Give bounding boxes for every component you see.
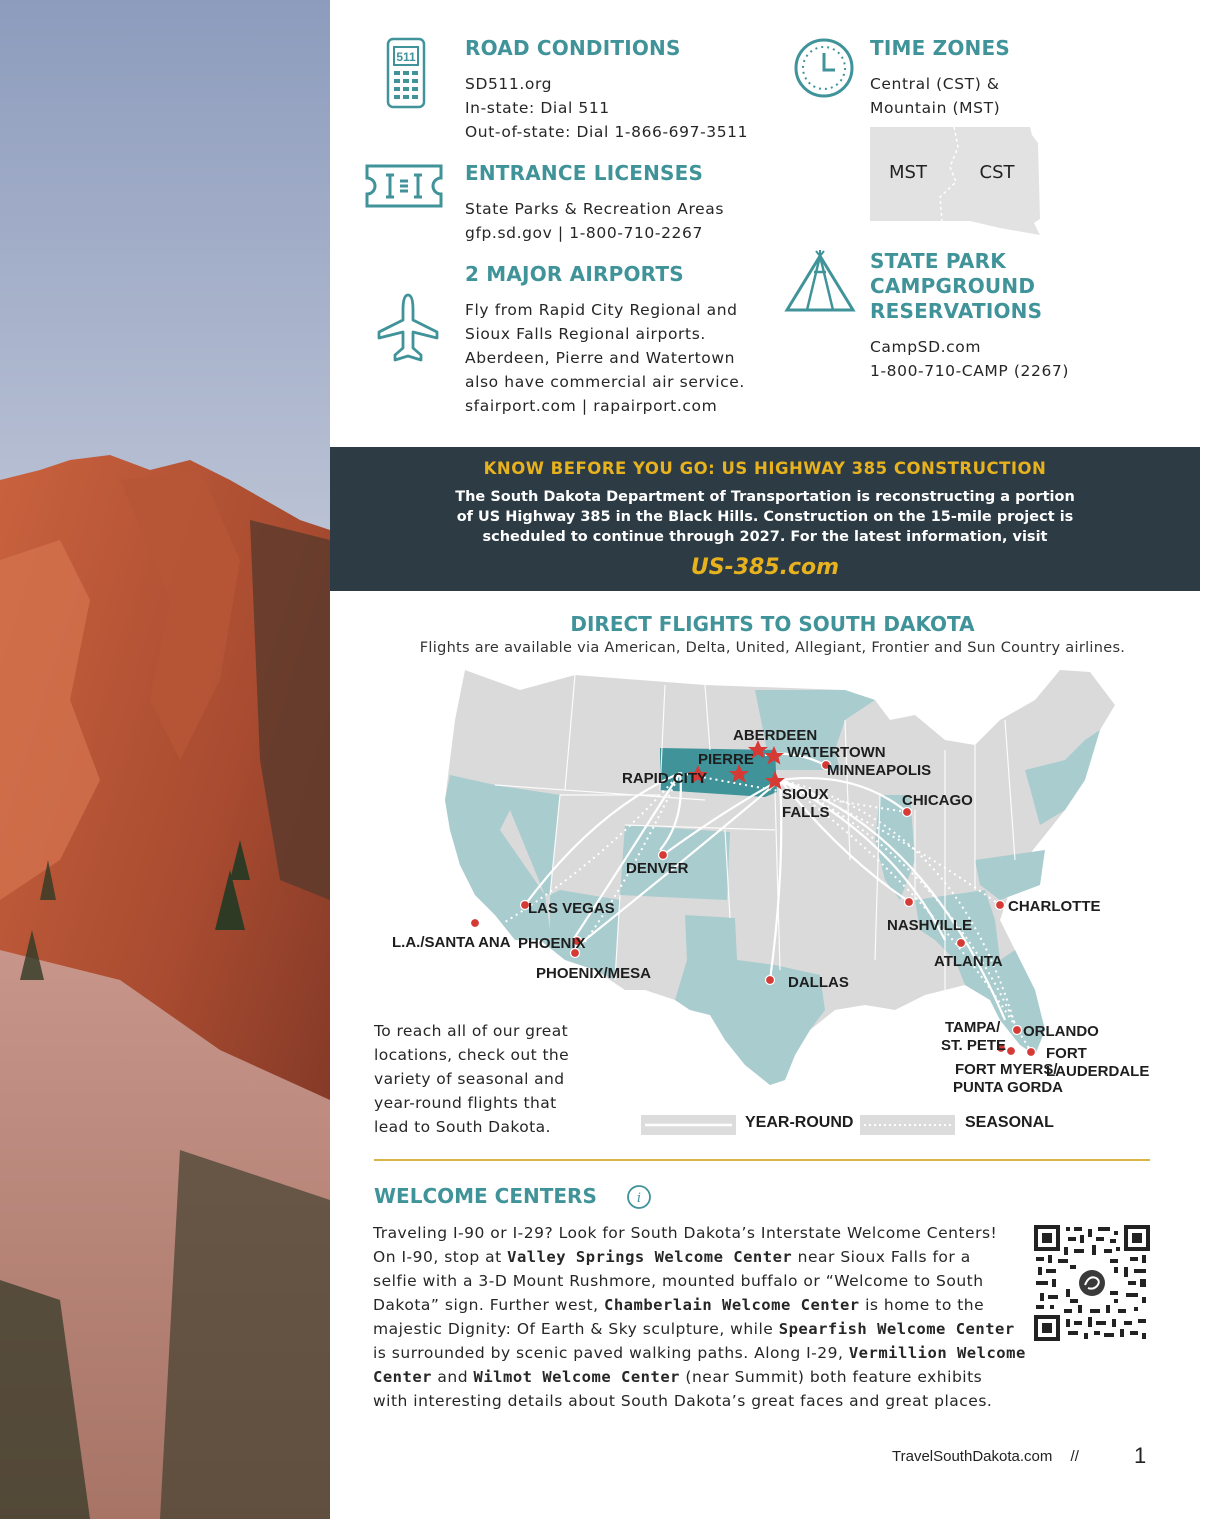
label-las-vegas: LAS VEGAS [528, 900, 615, 917]
footer-url[interactable] [892, 1448, 1079, 1465]
south-dakota-timezone-map [870, 127, 1042, 241]
label-nashville: NASHVILLE [887, 917, 973, 934]
label-tampa: TAMPA/ [945, 1019, 1001, 1036]
legend-seasonal-label: SEASONAL [965, 1114, 1054, 1131]
us-385-link[interactable]: US-385.com [690, 555, 840, 580]
entrance-licenses-line-2[interactable]: gfp.sd.gov | 1-800-710-2267 [465, 224, 703, 242]
ticket-icon [364, 163, 444, 213]
wc-vermillion: Vermillion Welcome [848, 1344, 1026, 1362]
reach-line-4: year-round flights that [374, 1094, 557, 1112]
wc-line-5 [373, 1317, 1026, 1341]
label-dallas: DALLAS [788, 974, 849, 991]
wc-spearfish: Spearfish Welcome Center [778, 1320, 1015, 1338]
wc-line-7 [373, 1365, 1026, 1389]
wc-line-4a: Dakota” sign. Further west, [373, 1296, 604, 1314]
label-lauderdale: LAUDERDALE [1046, 1063, 1150, 1080]
legend-year-round-label: YEAR-ROUND [745, 1114, 854, 1131]
banner-line-1: The South Dakota Department of Transportation is reconstructing a portion [455, 489, 1075, 505]
welcome-centers-title: WELCOME CENTERS [374, 1184, 597, 1208]
airports-line-2: Sioux Falls Regional airports. [465, 325, 706, 343]
entrance-licenses-line-1: State Parks & Recreation Areas [465, 200, 725, 218]
mst-label: MST [889, 162, 927, 183]
label-denver: DENVER [626, 860, 689, 877]
campground-title-line-1: STATE PARK [870, 249, 1006, 273]
label-punta-gorda: PUNTA GORDA [953, 1079, 1063, 1096]
label-fort-myers: FORT MYERS/ [955, 1061, 1058, 1078]
rock-formation-photo [0, 0, 330, 1519]
wc-chamberlain: Chamberlain Welcome Center [604, 1296, 860, 1314]
label-sioux: SIOUX [782, 786, 829, 803]
tent-icon [783, 252, 857, 318]
label-chicago: CHICAGO [902, 792, 973, 809]
footer-separator: // [1070, 1448, 1079, 1465]
label-la-santa-ana: L.A./SANTA ANA [392, 934, 511, 951]
banner-text [330, 487, 1200, 547]
highway-385-banner [330, 447, 1200, 591]
road-conditions-title: ROAD CONDITIONS [465, 36, 681, 60]
wc-wilmot: Wilmot Welcome Center [473, 1368, 680, 1386]
banner-line-2: of US Highway 385 in the Black Hills. Construction on the 15-mile project is [456, 509, 1074, 525]
wc-line-6 [373, 1341, 1026, 1365]
wc-line-1: Traveling I-90 or I-29? Look for South Dakota’s Interstate Welcome Centers! [373, 1224, 998, 1242]
page-number: 1 [1134, 1443, 1147, 1468]
wc-line-7b: and [432, 1368, 474, 1386]
wc-line-4c: is home to the [859, 1296, 985, 1314]
entrance-licenses-text [465, 197, 724, 245]
footer-site[interactable]: TravelSouthDakota.com [892, 1448, 1053, 1465]
road-conditions-instate: In-state: Dial 511 [465, 99, 610, 117]
road-conditions-text [465, 72, 748, 144]
wc-line-2c: near Sioux Falls for a [792, 1248, 971, 1266]
info-icon-glyph: i [636, 1191, 642, 1206]
reach-line-5: lead to South Dakota. [374, 1118, 551, 1136]
legend-year-round-swatch [641, 1115, 736, 1135]
time-zones-line-1: Central (CST) & [870, 75, 1000, 93]
airplane-icon [375, 292, 441, 368]
airports-line-4: also have commercial air service. [465, 373, 745, 391]
road-conditions-website[interactable]: SD511.org [465, 75, 553, 93]
airports-line-1: Fly from Rapid City Regional and [465, 301, 738, 319]
flights-title: DIRECT FLIGHTS TO SOUTH DAKOTA [570, 612, 975, 636]
label-atlanta: ATLANTA [934, 953, 1003, 970]
banner-line-3: scheduled to continue through 2027. For the latest information, visit [482, 529, 1048, 545]
airports-links[interactable]: sfairport.com | rapairport.com [465, 397, 718, 415]
label-fort: FORT [1046, 1045, 1087, 1062]
time-zones-text [870, 72, 1000, 120]
label-phoenix: PHOENIX [518, 935, 586, 952]
phone-511-icon [386, 37, 426, 113]
campground-website[interactable]: CampSD.com [870, 338, 982, 356]
flights-subtitle: Flights are available via American, Delta, United, Allegiant, Frontier and Sun Country airlines. [419, 640, 1126, 656]
time-zones-line-2: Mountain (MST) [870, 99, 1001, 117]
legend-seasonal-swatch [860, 1115, 955, 1135]
campground-title-line-3: RESERVATIONS [870, 299, 1043, 323]
cst-label: CST [979, 162, 1015, 183]
airports-title: 2 MAJOR AIRPORTS [465, 262, 684, 286]
road-conditions-outofstate: Out-of-state: Dial 1-866-697-3511 [465, 123, 749, 141]
wc-line-8: with interesting details about South Dakota’s great faces and great places. [373, 1392, 993, 1410]
wc-line-5a: majestic Dignity: Of Earth & Sky sculpture, while [373, 1320, 779, 1338]
label-rapid-city: RAPID CITY [622, 770, 708, 787]
reach-line-2: locations, check out the [374, 1046, 570, 1064]
airports-text [465, 298, 745, 418]
wc-valley-springs: Valley Springs Welcome Center [507, 1248, 793, 1266]
campground-phone: 1-800-710-CAMP (2267) [870, 362, 1070, 380]
entrance-licenses-title: ENTRANCE LICENSES [465, 161, 704, 185]
wc-vermillion-center: Center [373, 1368, 432, 1386]
label-aberdeen: ABERDEEN [733, 727, 818, 744]
wc-line-6a: is surrounded by scenic paved walking paths. Along I-29, [373, 1344, 849, 1362]
label-charlotte: CHARLOTTE [1008, 898, 1101, 915]
wc-line-2a: On I-90, stop at [373, 1248, 508, 1266]
wc-line-4 [373, 1293, 1026, 1317]
campground-title [870, 249, 1042, 324]
info-icon [626, 1184, 652, 1214]
qr-code[interactable] [1034, 1225, 1150, 1341]
reach-line-3: variety of seasonal and [374, 1070, 565, 1088]
section-divider [374, 1159, 1150, 1161]
wc-line-7d: (near Summit) both feature exhibits [679, 1368, 983, 1386]
label-pierre: PIERRE [698, 751, 754, 768]
wc-line-2 [373, 1245, 1026, 1269]
airports-line-3: Aberdeen, Pierre and Watertown [465, 349, 736, 367]
wc-line-3: selfie with a 3-D Mount Rushmore, mounted buffalo or “Welcome to South [373, 1272, 984, 1290]
label-st-pete: ST. PETE [941, 1037, 1007, 1054]
label-orlando: ORLANDO [1023, 1023, 1099, 1040]
label-phoenix-mesa: PHOENIX/MESA [536, 965, 652, 982]
label-watertown: WATERTOWN [787, 744, 886, 761]
phone-511-label: 511 [396, 50, 416, 64]
time-zones-title: TIME ZONES [870, 36, 1010, 60]
banner-title: KNOW BEFORE YOU GO: US HIGHWAY 385 CONSTRUCTION [483, 459, 1047, 478]
welcome-centers-text [373, 1221, 1026, 1413]
flights-reach-text [374, 1019, 569, 1139]
campground-text [870, 335, 1069, 383]
campground-title-line-2: CAMPGROUND [870, 274, 1036, 298]
label-falls: FALLS [782, 804, 830, 821]
clock-icon [793, 37, 855, 103]
reach-line-1: To reach all of our great [374, 1022, 569, 1040]
label-minneapolis: MINNEAPOLIS [827, 762, 932, 779]
